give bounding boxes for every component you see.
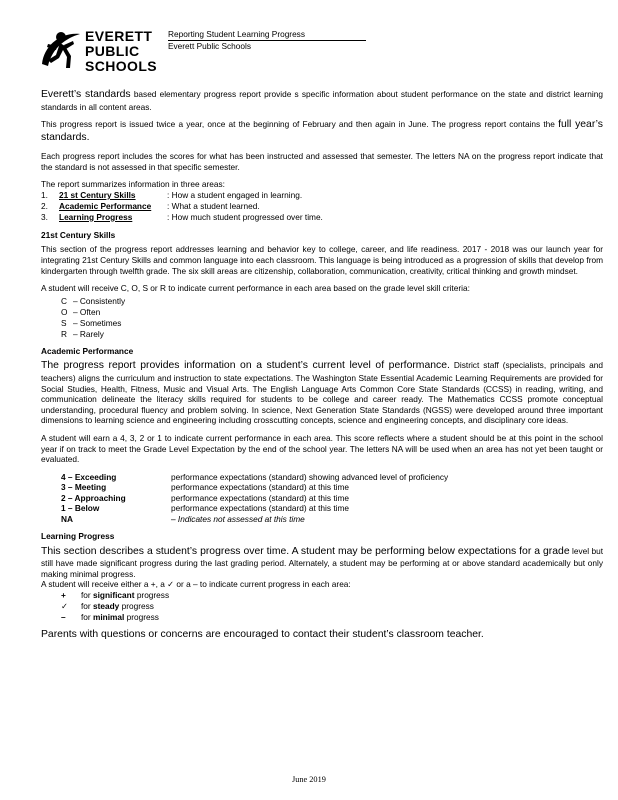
minus-icon: – (61, 612, 66, 623)
area-desc: : What a student learned. (167, 200, 260, 211)
learning-paragraph-1 (41, 546, 603, 580)
logo-line-1: EVERETT (85, 28, 153, 44)
intro-p2-text: This progress report is issued twice a year, once at the beginning of February and then again in June. The progress report contains the (41, 119, 555, 130)
running-figure-logo-icon (36, 24, 82, 78)
academic-paragraph-2: A student will earn a 4, 3, 2 or 1 to indicate current performance in each area. This score reflects where a student should be at this point in the school year if on track to meet the Grade Level Expectation by the end of the school year. The letters NA will be used when an area has not yet been taught or evaluated. (41, 432, 603, 465)
academic-text: District staff (specialists, principals and teachers) aligns the curriculum and instruction to state expectations. The Washington State Essential Academic Learning Requirements are provided for Social Studies, Health, Fitness, Music and Visual Arts. The English Language Arts Common Core State Standards (CCSS) in reading, writing, and communication delineate the literacy skills required for students to be college and career ready. The Mathematics CCSS promote conceptual understanding, procedural fluency and problem solving. In science, Next Generation State Standards (NGSS) were developed around three important dimensions to learning science and engineering including crosscutting concepts, science and engineering concepts, and disciplinary core ideas. (41, 360, 604, 426)
list-item: C – Consistently (61, 295, 126, 306)
document-header (168, 29, 366, 52)
area-desc: : How much student progressed over time. (167, 211, 323, 222)
intro-paragraph-2 (41, 119, 603, 144)
list-item: – for minimal progress (61, 612, 159, 623)
century-skills-paragraph: This section of the progress report addresses learning and behavior key to college, career, and life readiness. 2017 - 2018 was our launch year for integrating 21st Century Skills and common language into each classroom. This language is being introduced as a progression of skills that develop from kindergarten through twelfth grade. The six skill areas are citizenship, collaboration, communication, creativity, critical thinking and growth mindset. (41, 244, 603, 276)
district-logo (36, 24, 166, 80)
list-item: 4 – Exceeding performance expectations (standard) showing advanced level of proficiency (61, 471, 449, 482)
intro-lead: Everett’s standards (41, 89, 131, 100)
logo-line-2: PUBLIC (85, 43, 140, 59)
list-item: S – Sometimes (61, 317, 122, 328)
footer-date: June 2019 (292, 775, 326, 784)
list-item: 3 – Meeting performance expectations (standard) at this time (61, 482, 350, 493)
intro-p2-emphasis: full year’s standards. (41, 119, 604, 143)
report-areas-list (41, 190, 603, 223)
logo-line-3: SCHOOLS (85, 58, 158, 74)
skills-key-list (61, 296, 603, 340)
learning-paragraph-2: A student will receive either a +, a ✓ or a – to indicate current progress in each area: (41, 579, 351, 590)
academic-lead: The progress report provides information on a student’s current level of performance. (41, 360, 450, 372)
area-name: 21 st Century Skills (59, 189, 136, 200)
academic-paragraph-1 (41, 360, 603, 425)
list-item: 2 – Approaching performance expectations (standard) at this time (61, 492, 350, 503)
report-body (41, 89, 603, 642)
list-item: 2. Academic Performance : What a student learned. (41, 200, 260, 211)
area-desc: : How a student engaged in learning. (167, 189, 303, 200)
intro-paragraph-4: The report summarizes information in three areas: (41, 179, 225, 190)
list-item: O – Often (61, 306, 101, 317)
century-skills-heading: 21st Century Skills (41, 229, 116, 240)
intro-text: based elementary progress report provide s specific information about student performance on the state and district learning standards in all content areas. (41, 89, 603, 112)
progress-marks-list (61, 590, 603, 623)
century-skills-criteria: A student will receive C, O, S or R to indicate current performance in each area based on the grade level skill criteria: (41, 283, 470, 294)
intro-paragraph-3: Each progress report includes the scores for what has been instructed and assessed that semester. The letters NA on the progress report indicate that the standard is not assessed in that specific semester. (41, 151, 603, 172)
learning-lead: This section describes a student’s progress over time. A student may be performing below expectations for a grade (41, 545, 570, 557)
list-item: 1 – Below performance expectations (standard) at this time (61, 503, 350, 514)
list-item: R – Rarely (61, 328, 104, 339)
performance-scale-list (61, 472, 603, 525)
area-name: Learning Progress (59, 211, 133, 222)
district-name: Everett Public Schools (168, 41, 252, 51)
checkmark-icon: ✓ (61, 601, 68, 612)
list-item: ✓ for steady progress (61, 601, 154, 612)
document-title: Reporting Student Learning Progress (168, 29, 366, 41)
learning-progress-heading: Learning Progress (41, 531, 115, 542)
logo-wordmark (85, 29, 157, 74)
closing-note: Parents with questions or concerns are encouraged to contact their student’s classroom teacher. (41, 629, 484, 641)
intro-paragraph-1 (41, 89, 603, 112)
plus-icon: + (61, 590, 66, 601)
list-item: NA – Indicates not assessed at this time (61, 513, 305, 524)
area-name: Academic Performance (59, 200, 152, 211)
learning-text: level but still have made significant progress during the last grading period. Alternately, a student may be performing at or above standard academically but only making minimal progress. (41, 545, 604, 579)
list-item: 3. Learning Progress : How much student progressed over time. (41, 211, 323, 222)
list-item: + for significant progress (61, 590, 170, 601)
list-item: 1. 21 st Century Skills : How a student engaged in learning. (41, 189, 303, 200)
academic-performance-heading: Academic Performance (41, 345, 134, 356)
